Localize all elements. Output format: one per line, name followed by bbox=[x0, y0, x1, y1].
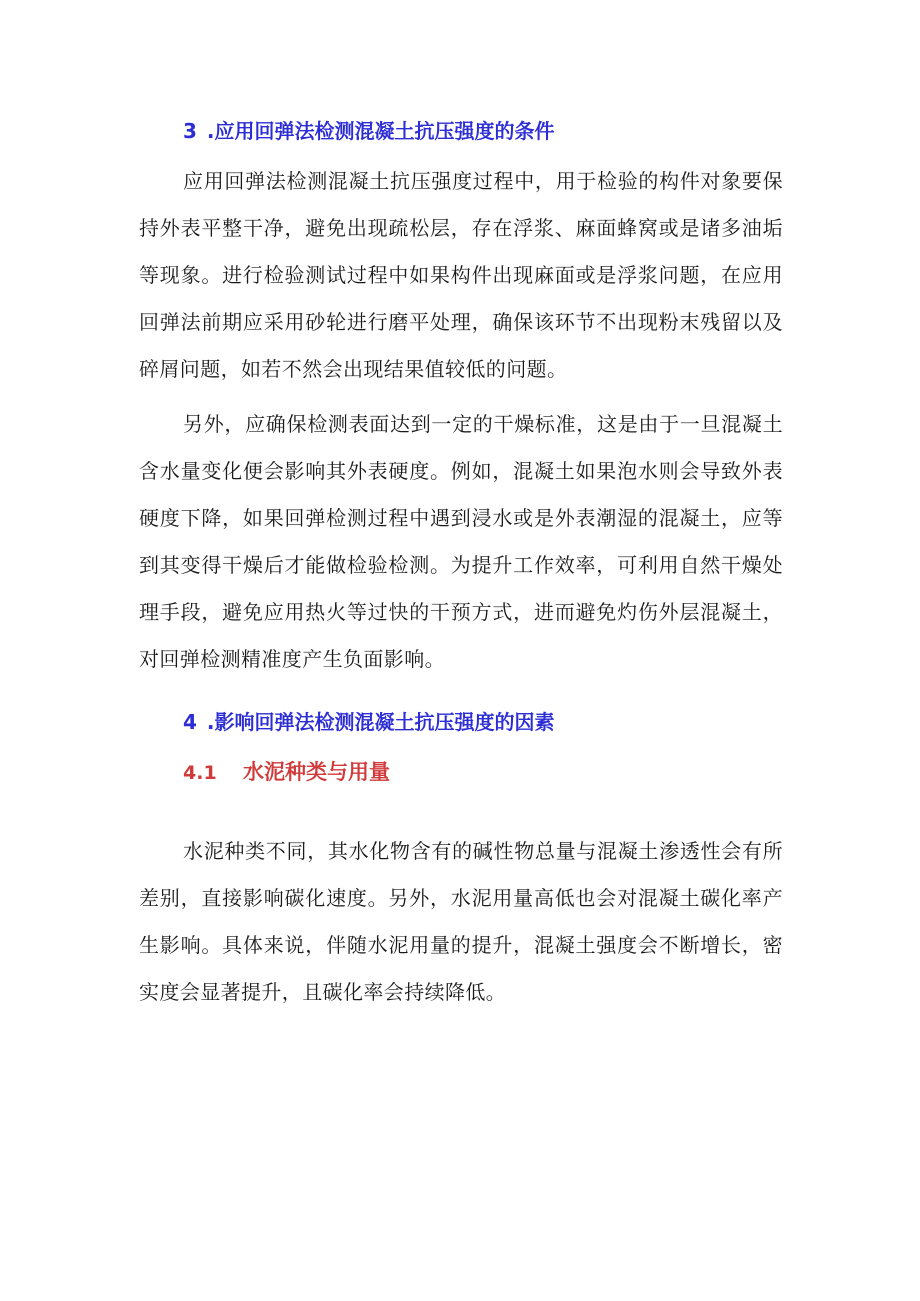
section-4-heading bbox=[139, 703, 783, 741]
subsection-4-1-number: 4.1 bbox=[183, 762, 217, 784]
section-3-paragraph-2: 另外，应确保检测表面达到一定的干燥标准，这是由于一旦混凝土含水量变化便会影响其外表硬度。例如，混凝土如果泡水则会导致外表硬度下降，如果回弹检测过程中遇到浸水或是外表潮湿的混凝土，应等到其变得干燥后才能做检验检测。为提升工作效率，可利用自然干燥处理手段，避免应用热火等过快的干预方式，进而避免灼伤外层混凝土，对回弹检测精准度产生负面影响。 bbox=[139, 412, 783, 671]
subsection-4-1-paragraph: 水泥种类不同，其水化物含有的碱性物总量与混凝土渗透性会有所差别，直接影响碳化速度。另外，水泥用量高低也会对混凝土碳化率产生影响。具体来说，伴随水泥用量的提升，混凝土强度会不断增长，密实度会显著提升，且碳化率会持续降低。 bbox=[139, 839, 783, 1004]
subsection-4-1-heading bbox=[139, 753, 783, 792]
section-3-heading bbox=[139, 112, 783, 150]
section-4-title: .影响回弹法检测混凝土抗压强度的因素 bbox=[206, 710, 555, 734]
section-3-paragraph-1: 应用回弹法检测混凝土抗压强度过程中，用于检验的构件对象要保持外表平整干净，避免出现疏松层，存在浮浆、麻面蜂窝或是诸多油垢等现象。进行检验测试过程中如果构件出现麻面或是浮浆问题，在应用回弹法前期应采用砂轮进行磨平处理，确保该环节不出现粉末残留以及碎屑问题，如若不然会出现结果值较低的问题。 bbox=[139, 169, 783, 381]
document-body bbox=[139, 112, 783, 1016]
subsection-4-1-title: 水泥种类与用量 bbox=[243, 760, 390, 784]
section-4-number: 4 bbox=[183, 710, 197, 734]
section-3-title: .应用回弹法检测混凝土抗压强度的条件 bbox=[206, 119, 555, 143]
section-3-number: 3 bbox=[183, 119, 197, 143]
